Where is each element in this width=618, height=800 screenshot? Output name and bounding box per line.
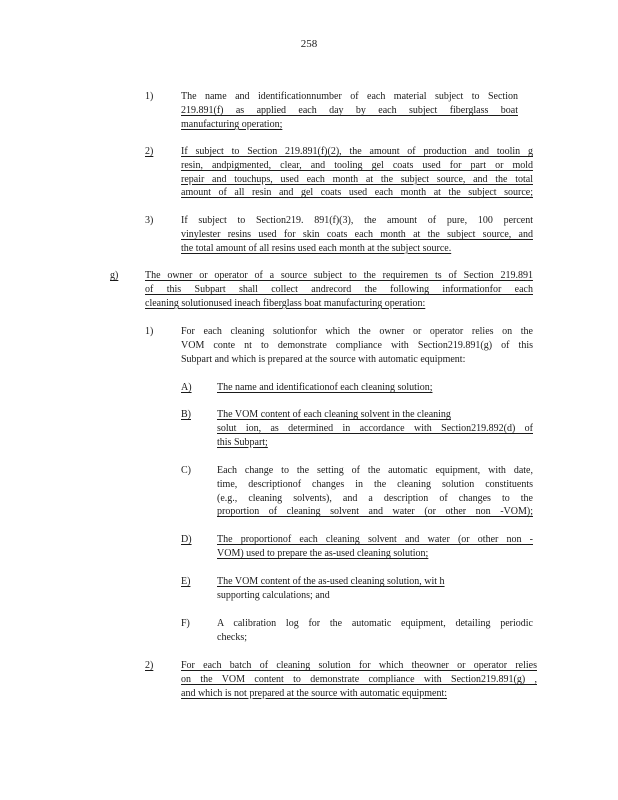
section-g-line: The owner or operator of a source subject to the requiremen ts of Section 219.891 [145,270,533,281]
item-3-line: vinylester resins used for skin coats each month at the subject source, and [181,228,533,240]
sub-item-f-line: checks; [217,631,247,643]
item-1-text [181,90,518,131]
sub-item-a-marker: A) [181,382,192,393]
sub-item-c-line: proportion of cleaning solvent and water (or other non -VOM); [217,506,533,518]
sub-item-e-text [217,575,533,603]
g-item-2-line: and which is not prepared at the source with automatic equipment: [181,687,448,699]
sub-item-d-line: The proportionof each cleaning solvent and water (or other non - [217,534,533,545]
sub-item-b-line: The VOM content of each cleaning solvent in the cleaning [217,409,451,420]
section-g-marker: g) [110,270,119,281]
g-item-2-line: on the VOM content to demonstrate compliance with Section219.891(g) , [181,673,537,685]
item-3-marker: 3) [145,215,154,226]
sub-item-e-line: The VOM content of the as-used cleaning solution, wit h [217,576,445,587]
sub-item-c-line: (e.g., cleaning solvents), and a description of changes to the [217,492,533,504]
sub-item-d-marker: D) [181,534,192,545]
sub-item-c-marker: C) [181,465,191,476]
sub-item-a-line: The name and identificationof each cleaning solution; [217,382,433,393]
sub-item-b-line: solut ion, as determined in accordance with Section219.892(d) of [217,422,533,434]
sub-item-f-marker: F) [181,618,190,629]
sub-item-e-marker: E) [181,576,191,587]
item-2-marker: 2) [145,146,154,157]
section-g-line: cleaning solutionused ineach fiberglass boat manufacturing operation: [145,297,426,309]
item-1-line: 219.891(f) as applied each day by each subject fiberglass boat [181,104,518,116]
section-g-text [145,269,533,310]
item-2-line: If subject to Section 219.891(f)(2), the amount of production and toolin g [181,146,533,157]
sub-item-c-text [217,464,533,519]
g-item-1-line: Subpart and which is prepared at the source with automatic equipment: [181,353,466,365]
item-2-line: amount of all resin and gel coats used each month at the subject source; [181,187,533,199]
item-2-text [181,145,533,200]
g-item-1-line: For each cleaning solutionfor which the owner or operator relies on the [181,326,533,337]
sub-item-d-text [217,533,533,561]
g-item-1-marker: 1) [145,326,154,337]
g-item-2-text [181,659,537,700]
sub-item-b-line: this Subpart; [217,436,268,448]
g-item-1-text [181,325,533,366]
sub-item-b-marker: B) [181,409,191,420]
item-1-line: manufacturing operation; [181,118,283,130]
item-1-marker: 1) [145,91,154,102]
item-3-line: If subject to Section219. 891(f)(3), the amount of pure, 100 percent [181,215,533,226]
sub-item-c-line: Each change to the setting of the automatic equipment, with date, [217,465,533,476]
g-item-2-marker: 2) [145,660,154,671]
sub-item-c-line: time, descriptionof changes in the cleaning solution constituents [217,478,533,490]
sub-item-f-text [217,617,533,645]
sub-item-a-text [217,381,533,395]
item-3-line: the total amount of all resins used each month at the subject source. [181,242,452,254]
item-2-line: resin, andpigmented, clear, and tooling gel coats used for part or mold [181,159,533,171]
g-item-2-line: For each batch of cleaning solution for which theowner or operator relies [181,660,537,671]
g-item-1-line: VOM conte nt to demonstrate compliance with Section219.891(g) of this [181,339,533,351]
sub-item-e-line: supporting calculations; and [217,589,330,601]
sub-item-d-line: VOM) used to prepare the as-used cleaning solution; [217,547,429,559]
item-3-text [181,214,533,255]
sub-item-b-text [217,408,533,449]
item-1-line: The name and identificationnumber of each material subject to Section [181,91,518,102]
item-2-line: repair and touchups, used each month at the subject source, and the total [181,173,533,185]
sub-item-f-line: A calibration log for the automatic equipment, detailing periodic [217,618,533,629]
section-g-line: of this Subpart shall collect andrecord the following informationfor each [145,283,533,295]
page-number: 258 [300,38,318,50]
